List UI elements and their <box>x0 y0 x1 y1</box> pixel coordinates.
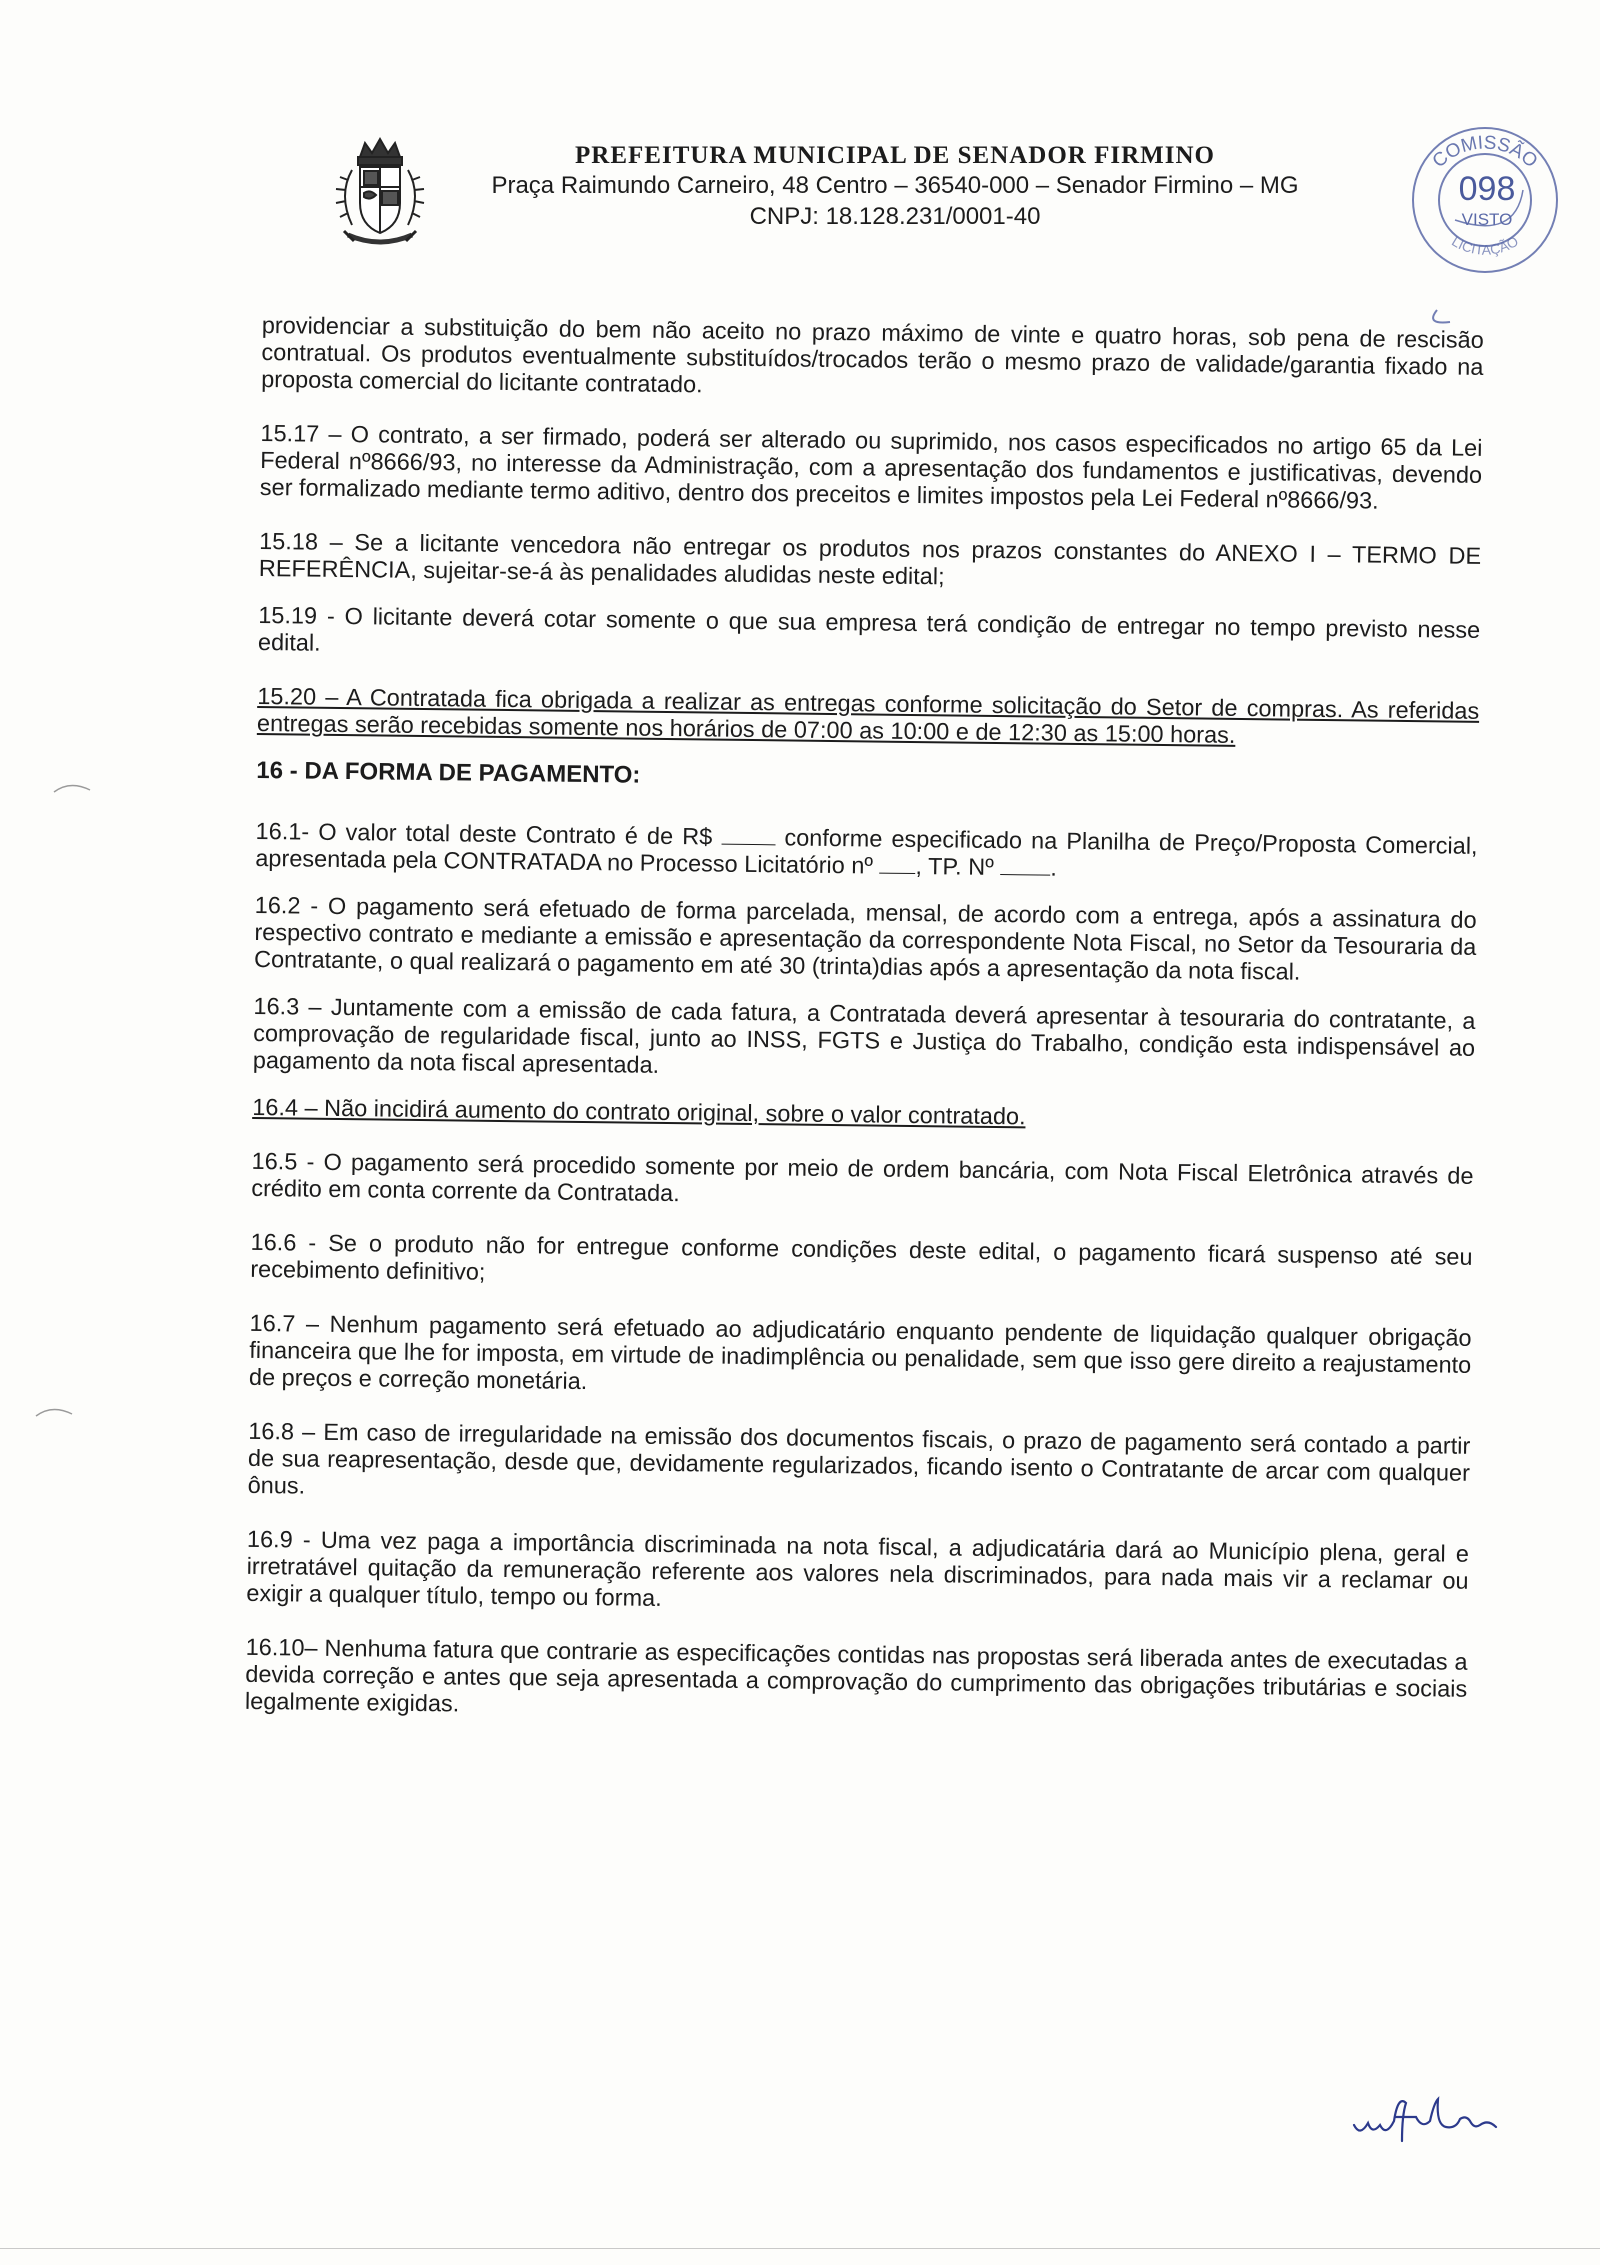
paragraph-16-1-part-a: 16.1- O valor total deste Contrato é de R$ <box>255 817 713 850</box>
paragraph-15-18: 15.18 – Se a licitante vencedora não entregar os produtos nos prazos constantes do ANEXO I – TERMO DE REFERÊNCIA, sujeitar-se-á às penalidades aludidas neste edital; <box>258 527 1482 590</box>
margin-mark-icon <box>34 1402 74 1422</box>
letterhead-text <box>470 130 1320 232</box>
paragraph-16-2: 16.2 - O pagamento será efetuado de forma parcelada, mensal, de acordo com a entrega, após a assinatura do respectivo contrato e mediante a emissão e apresentação da correspondente Nota Fiscal, no Setor da Tesouraria da Contratante, o qual realizará o pagamento em até 30 (trinta)dias após a apresentação da nota fiscal. <box>253 891 1477 985</box>
margin-mark-icon <box>52 778 92 798</box>
handwritten-initials-icon <box>1350 2085 1500 2145</box>
paragraph-15-20: 15.20 – A Contratada fica obrigada a realizar as entregas conforme solicitação do Setor de compras. As referidas entregas serão recebidas somente nos horários de 07:00 as 10:00 e de 12:30 as 15:00 horas. <box>256 682 1480 748</box>
municipality-address: Praça Raimundo Carneiro, 48 Centro – 36540-000 – Senador Firmino – MG <box>491 172 1299 199</box>
paragraph-15-19: 15.19 - O licitante deverá cotar somente o que sua empresa terá condição de entregar no tempo previsto nesse edital. <box>257 601 1481 656</box>
paragraph-15-17: 15.17 – O contrato, a ser firmado, poderá ser alterado ou suprimido, nos casos especificados no artigo 65 da Lei Federal nº8666/93, no interesse da Administração, com a apresentação dos fundamentos e justificativas, devendo ser formalizado mediante termo aditivo, dentro dos preceitos e limites impostos pela Lei Federal nº8666/93. <box>259 419 1483 514</box>
paragraph-16-1-part-b: conforme especificado na Planilha de Preço/Proposta Comercial, apresentada pela CONTRATADA no Processo Licitatório nº <box>255 824 1478 879</box>
paragraph-16-8: 16.8 – Em caso de irregularidade na emissão dos documentos fiscais, o prazo de pagamento será contado a partir de sua reapresentação, desde que, devidamente regularizados, ficando isento o Contratante de arcar com qualquer ônus. <box>247 1417 1471 1499</box>
paragraph-16-9: 16.9 - Uma vez paga a importância discriminada na nota fiscal, a adjudicatária dará ao Município plena, geral e irretratável quitação da remuneração referente aos valores nela discriminados, para nada mais vir a reclamar ou exigir a qualquer título, tempo ou forma. <box>246 1525 1470 1611</box>
paragraph-16-1 <box>255 818 1478 887</box>
paragraph-16-6: 16.6 - Se o produto não for entregue conforme condições deste edital, o pagamento ficará suspenso até seu recebimento definitivo; <box>250 1228 1473 1285</box>
svg-text:COMISSÃO <box>1429 132 1542 172</box>
paragraph-16-1-part-c: , TP. Nº <box>915 853 994 880</box>
section-16-title: 16 - DA FORMA DE PAGAMENTO: <box>256 756 641 789</box>
municipality-name: PREFEITURA MUNICIPAL DE SENADOR FIRMINO <box>575 142 1215 169</box>
contract-value-blank <box>721 844 775 846</box>
paragraph-16-3: 16.3 – Juntamente com a emissão de cada fatura, a Contratada deverá apresentar à tesouraria do contratante, a comprovação de regularidade fiscal, junto ao INSS, FGTS e Justiça do Trabalho, condição esta indispensável ao pagamento da nota fiscal apresentada. <box>252 992 1476 1078</box>
stamp-top-text: COMISSÃO <box>1428 132 1542 173</box>
municipality-cnpj: CNPJ: 18.128.231/0001-40 <box>749 203 1041 230</box>
paragraph-16-1-part-d: . <box>1050 854 1057 881</box>
svg-text:LICITAÇÃO <box>1449 233 1521 258</box>
stamp-bottom-text: LICITAÇÃO <box>1449 232 1521 258</box>
paragraph-16-5: 16.5 - O pagamento será procedido somente por meio de ordem bancária, com Nota Fiscal Eletrônica através de crédito em conta corrente da Contratada. <box>251 1147 1474 1207</box>
paragraph-16-4: 16.4 – Não incidirá aumento do contrato original, sobre o valor contratado. <box>252 1093 1026 1130</box>
stamp-number: 098 <box>1458 170 1516 208</box>
letterhead <box>320 130 1420 260</box>
page-bottom-edge <box>0 2248 1600 2249</box>
process-number-blank <box>879 873 915 874</box>
paragraph-16-10: 16.10– Nenhuma fatura que contrarie as especificações contidas nas propostas será liberada antes de executadas a devida correção e antes que seja apresentada a comprovação do cumprimento das obrigações tributárias e sociais legalmente exigidas. <box>244 1633 1468 1717</box>
document-body <box>245 312 1484 1757</box>
tp-number-blank <box>1000 874 1050 876</box>
paragraph-16-7: 16.7 – Nenhum pagamento será efetuado ao adjudicatário enquanto pendente de liquidação qualquer obrigação financeira que lhe for imposta, em virtude de inadimplência ou penalidade, sem que isso gere direito a reajustamento de preços e correção monetária. <box>248 1309 1472 1395</box>
commission-stamp <box>1395 100 1575 330</box>
paragraph-continuation: providenciar a substituição do bem não aceito no prazo máximo de vinte e quatro horas, sob pena de rescisão contratual. Os produtos eventualmente substituídos/trocados terão o mesmo prazo de validade/garantia fixado na proposta comercial do licitante contratado. <box>261 312 1484 398</box>
stamp-middle-text: VISTO <box>1461 210 1513 229</box>
